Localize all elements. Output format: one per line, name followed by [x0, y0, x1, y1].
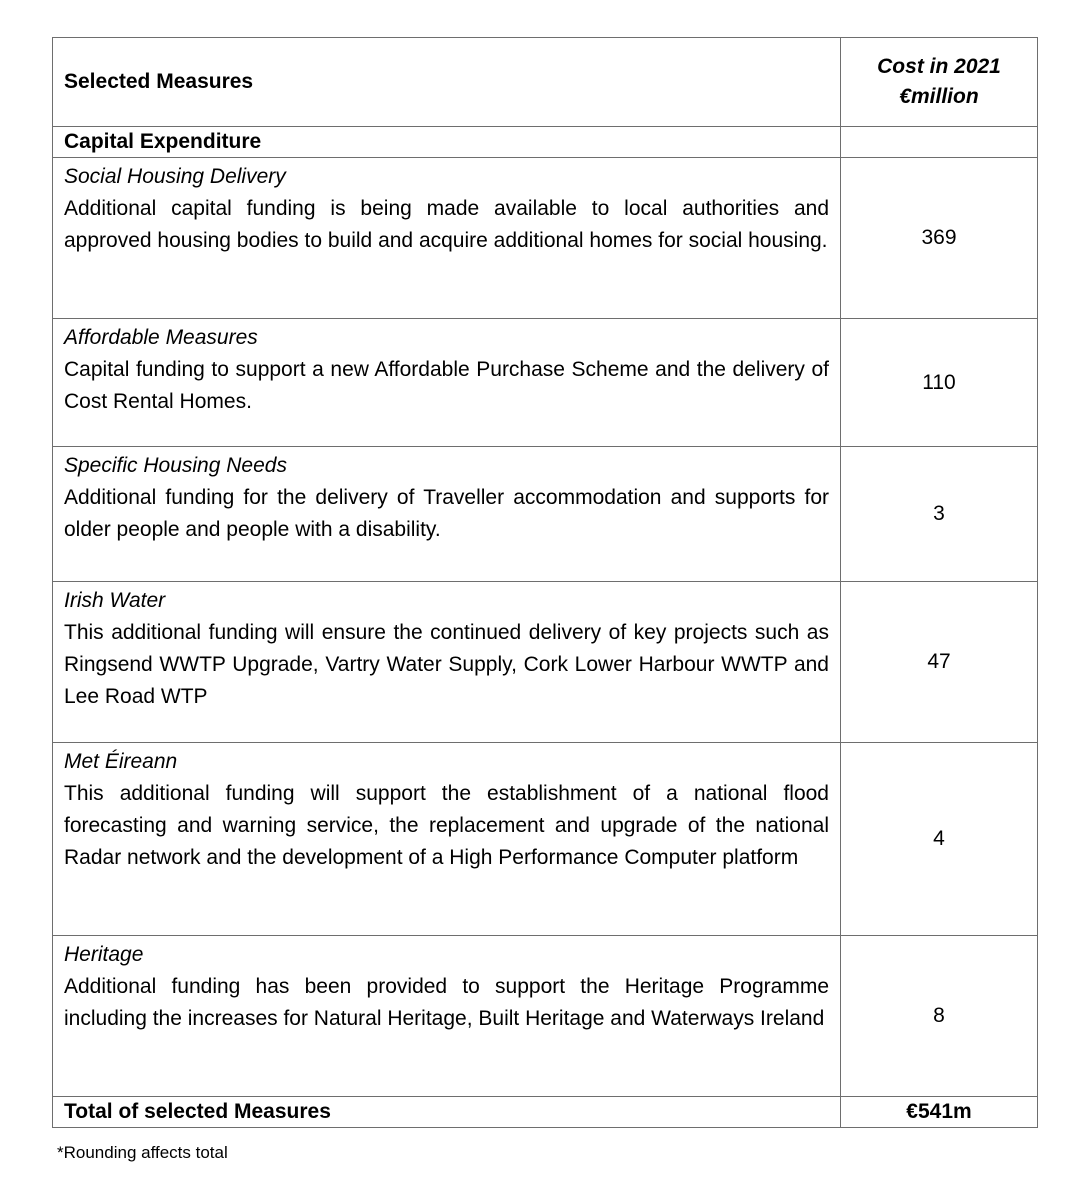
header-row	[53, 38, 1038, 127]
total-row	[53, 1097, 1038, 1128]
footnote: *Rounding affects total	[57, 1143, 228, 1162]
table-row	[53, 158, 1038, 319]
item-value: 8	[841, 936, 1038, 1097]
item-description: This additional funding will ensure the continued delivery of key projects such as Ringsend WWTP Upgrade, Vartry Water Supply, Cork Lower Harbour WWTP and Lee Road WTP	[64, 621, 829, 708]
item-description: This additional funding will support the establishment of a national flood forecasting and warning service, the replacement and upgrade of the national Radar network and the development of a High Performance Computer platform	[64, 782, 829, 869]
item-cell	[53, 158, 841, 319]
header-cost-line2: €million	[899, 85, 979, 108]
item-cell	[53, 936, 841, 1097]
item-title: Met Éireann	[64, 750, 178, 773]
item-title: Heritage	[64, 943, 144, 966]
table-row	[53, 743, 1038, 936]
table-row	[53, 447, 1038, 582]
item-description: Additional capital funding is being made available to local authorities and approved housing bodies to build and acquire additional homes for social housing.	[64, 197, 829, 252]
header-cost-line1: Cost in 2021	[877, 55, 1001, 78]
item-description: Additional funding for the delivery of Traveller accommodation and supports for older people and people with a disability.	[64, 486, 829, 541]
item-cell	[53, 582, 841, 743]
item-value: 47	[841, 582, 1038, 743]
section-value-empty	[841, 127, 1038, 158]
item-value: 369	[841, 158, 1038, 319]
item-title: Social Housing Delivery	[64, 165, 286, 188]
item-value: 3	[841, 447, 1038, 582]
header-measures-label: Selected Measures	[53, 38, 841, 127]
item-value: 4	[841, 743, 1038, 936]
item-description: Capital funding to support a new Affordable Purchase Scheme and the delivery of Cost Rental Homes.	[64, 358, 829, 413]
item-description: Additional funding has been provided to support the Heritage Programme including the increases for Natural Heritage, Built Heritage and Waterways Ireland	[64, 975, 829, 1030]
total-label: Total of selected Measures	[53, 1097, 841, 1128]
table-row	[53, 319, 1038, 447]
table-row	[53, 936, 1038, 1097]
item-title: Affordable Measures	[64, 326, 258, 349]
item-cell	[53, 319, 841, 447]
section-label: Capital Expenditure	[53, 127, 841, 158]
table-row	[53, 582, 1038, 743]
item-cell	[53, 447, 841, 582]
header-cost-label	[841, 38, 1038, 127]
item-cell	[53, 743, 841, 936]
section-row	[53, 127, 1038, 158]
item-title: Specific Housing Needs	[64, 454, 287, 477]
item-title: Irish Water	[64, 589, 166, 612]
total-value: €541m	[841, 1097, 1038, 1128]
measures-table	[52, 37, 1038, 1128]
item-value: 110	[841, 319, 1038, 447]
